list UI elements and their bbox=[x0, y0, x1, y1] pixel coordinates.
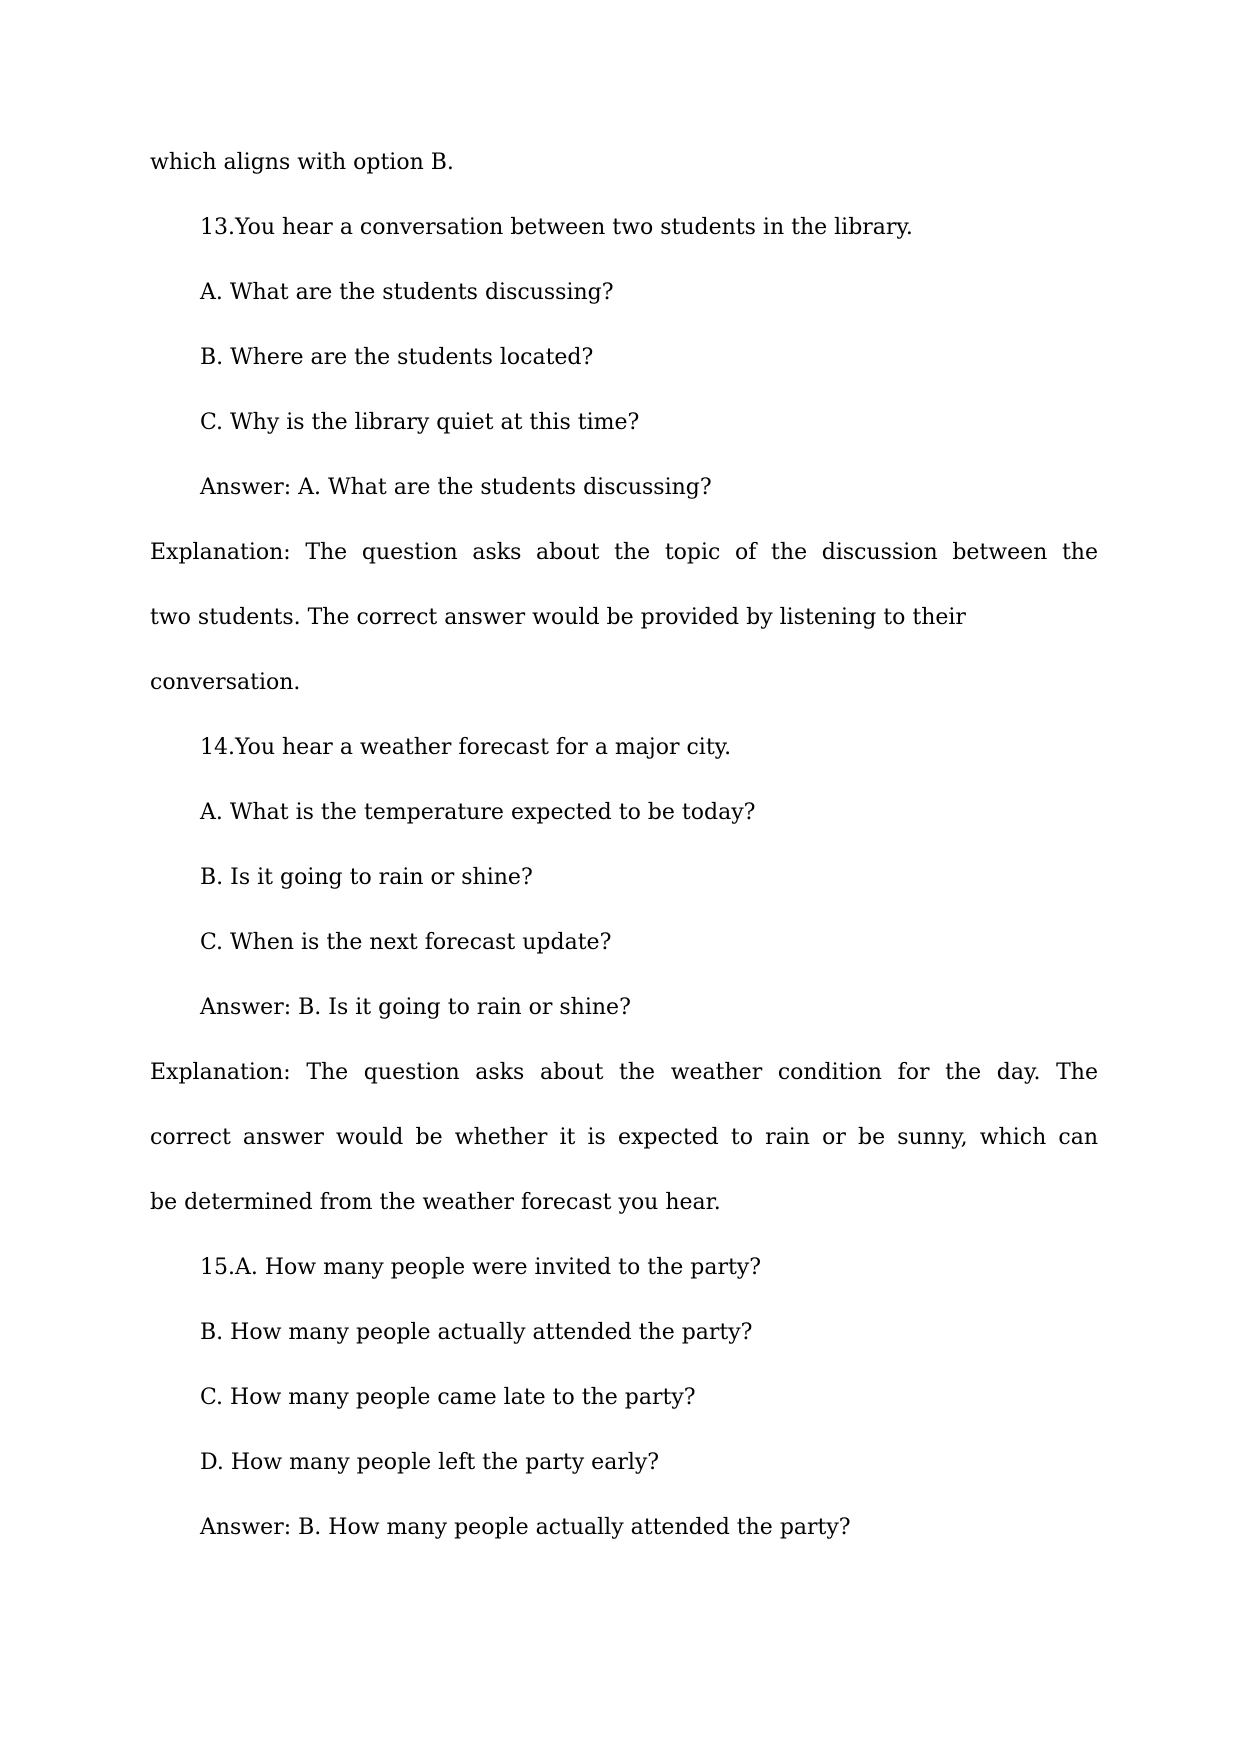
question-15-answer: Answer: B. How many people actually attended the party? bbox=[200, 1515, 851, 1540]
question-14-explanation-line: correct answer would be whether it is expected to rain or be sunny, which can bbox=[150, 1125, 1098, 1150]
question-14-explanation-line: Explanation: The question asks about the weather condition for the day. The bbox=[150, 1060, 1098, 1085]
text-line: which aligns with option B. bbox=[150, 150, 454, 175]
question-14-explanation-line: be determined from the weather forecast you hear. bbox=[150, 1190, 721, 1215]
question-13-explanation-line: Explanation: The question asks about the topic of the discussion between the bbox=[150, 540, 1098, 565]
document-body bbox=[150, 148, 1098, 1578]
question-14-option-b: B. Is it going to rain or shine? bbox=[200, 865, 533, 890]
question-13-explanation-line: conversation. bbox=[150, 670, 301, 695]
question-15-option-d: D. How many people left the party early? bbox=[200, 1450, 660, 1475]
question-13-prompt: 13.You hear a conversation between two students in the library. bbox=[200, 215, 913, 240]
question-13-explanation-line: two students. The correct answer would be provided by listening to their bbox=[150, 605, 966, 630]
question-15-option-c: C. How many people came late to the party? bbox=[200, 1385, 696, 1410]
question-14-answer: Answer: B. Is it going to rain or shine? bbox=[200, 995, 631, 1020]
question-15-option-a: 15.A. How many people were invited to the party? bbox=[200, 1255, 762, 1280]
question-13-option-a: A. What are the students discussing? bbox=[200, 280, 614, 305]
question-14-option-c: C. When is the next forecast update? bbox=[200, 930, 612, 955]
question-13-answer: Answer: A. What are the students discussing? bbox=[200, 475, 712, 500]
question-14-option-a: A. What is the temperature expected to be today? bbox=[200, 800, 756, 825]
question-15-option-b: B. How many people actually attended the party? bbox=[200, 1320, 753, 1345]
question-14-prompt: 14.You hear a weather forecast for a major city. bbox=[200, 735, 732, 760]
question-13-option-c: C. Why is the library quiet at this time? bbox=[200, 410, 640, 435]
question-13-option-b: B. Where are the students located? bbox=[200, 345, 594, 370]
